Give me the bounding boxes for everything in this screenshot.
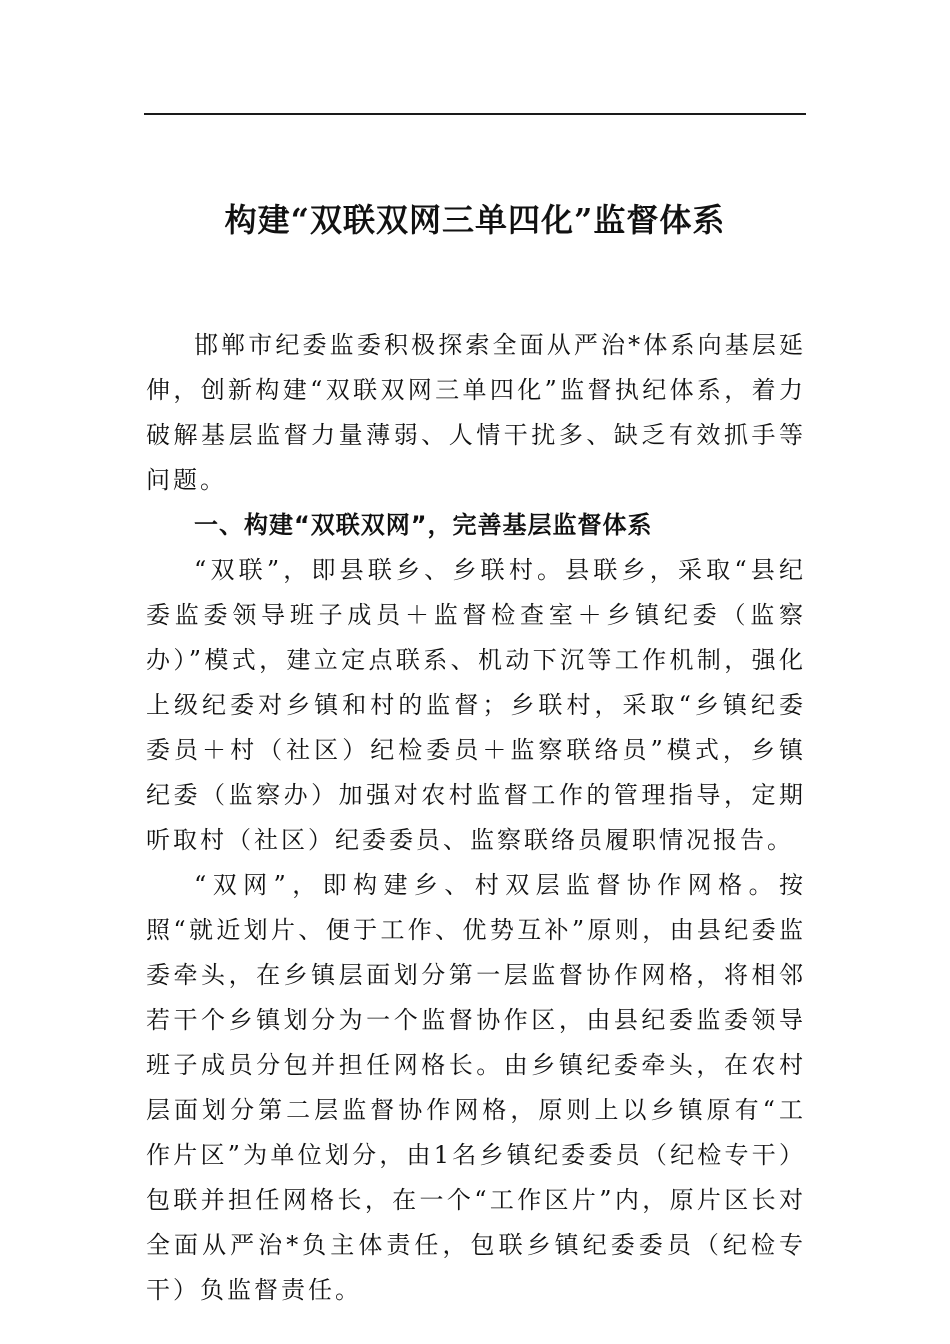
header-rule bbox=[144, 113, 806, 115]
section-paragraph: “双网”，即构建乡、村双层监督协作网格。按照“就近划片、便于工作、优势互补”原则，由县纪委监委牵头，在乡镇层面划分第一层监督协作网格，将相邻若干个乡镇划分为一个监督协作区，由县纪委监委领导班子成员分包并担任网格长。由乡镇纪委牵头，在农村层面划分第二层监督协作网格，原则上以乡镇原有“工作片区”为单位划分，由1名乡镇纪委委员（纪检专干）包联并担任网格长，在一个“工作区片”内，原片区长对全面从严治*负主体责任，包联乡镇纪委委员（纪检专干）负监督责任。 bbox=[146, 871, 806, 1304]
intro-paragraph: 邯郸市纪委监委积极探索全面从严治*体系向基层延伸，创新构建“双联双网三单四化”监督执纪体系，着力破解基层监督力量薄弱、人情干扰多、缺乏有效抓手等问题。 bbox=[146, 331, 806, 494]
document-body bbox=[146, 323, 806, 1313]
section-paragraph: “双联”，即县联乡、乡联村。县联乡，采取“县纪委监委领导班子成员＋监督检查室＋乡镇纪委（监察办）”模式，建立定点联系、机动下沉等工作机制，强化上级纪委对乡镇和村的监督；乡联村，采取“乡镇纪委委员＋村（社区）纪检委员＋监察联络员”模式，乡镇纪委（监察办）加强对农村监督工作的管理指导，定期听取村（社区）纪委委员、监察联络员履职情况报告。 bbox=[146, 556, 806, 854]
section-heading: 一、构建“双联双网”，完善基层监督体系 bbox=[194, 511, 653, 539]
document-title: 构建“双联双网三单四化”监督体系 bbox=[224, 201, 726, 239]
